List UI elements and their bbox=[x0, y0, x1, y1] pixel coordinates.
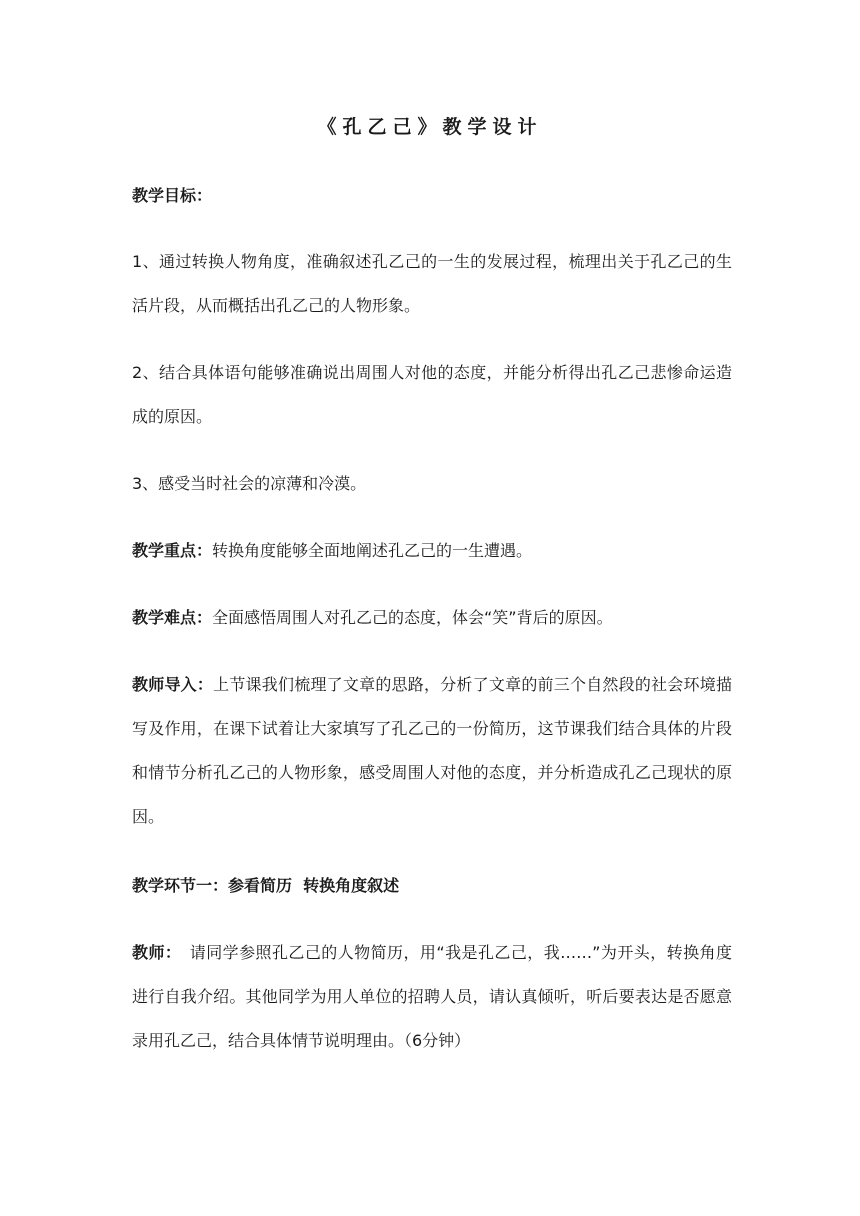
section1-heading: 教学环节一：参看简历 转换角度叙述 bbox=[132, 876, 400, 895]
objective-item-2: 2、结合具体语句能够准确说出周围人对他的态度，并能分析得出孔乙己悲惨命运造成的原因。 bbox=[132, 363, 732, 426]
objective-item-1: 1、通过转换人物角度，准确叙述孔乙己的一生的发展过程，梳理出关于孔乙己的生活片段，从而概括出孔乙己的人物形象。 bbox=[132, 252, 732, 315]
objective-item-3: 3、感受当时社会的凉薄和冷漠。 bbox=[132, 474, 367, 493]
intro-label: 教师导入： bbox=[132, 675, 214, 694]
difficulty-label: 教学难点： bbox=[132, 608, 213, 627]
teacher-label: 教师： bbox=[132, 943, 174, 962]
intro-paragraph bbox=[132, 663, 732, 839]
key-point-paragraph bbox=[132, 529, 732, 573]
intro-text: 上节课我们梳理了文章的思路，分析了文章的前三个自然段的社会环境描写及作用，在课下试着让大家填写了孔乙己的一份简历，这节课我们结合具体的片段和情节分析孔乙己的人物形象，感受周围人对他的态度，并分析造成孔乙己现状的原因。 bbox=[132, 675, 732, 826]
difficulty-paragraph bbox=[132, 596, 732, 640]
key-point-text: 转换角度能够全面地阐述孔乙己的一生遭遇。 bbox=[212, 541, 533, 560]
objectives-heading: 教学目标： bbox=[132, 186, 213, 205]
teacher-text: 请同学参照孔乙己的人物简历，用“我是孔乙己，我……”为开头，转换角度进行自我介绍。其他同学为用人单位的招聘人员，请认真倾听，听后要表达是否愿意录用孔乙己，结合具体情节说明理由。（6分钟） bbox=[132, 943, 732, 1050]
difficulty-text: 全面感悟周围人对孔乙己的态度，体会“笑”背后的原因。 bbox=[212, 608, 613, 627]
teacher-paragraph bbox=[132, 931, 732, 1063]
key-point-label: 教学重点： bbox=[132, 541, 213, 560]
page-title: 《孔乙己》教学设计 bbox=[317, 116, 543, 138]
